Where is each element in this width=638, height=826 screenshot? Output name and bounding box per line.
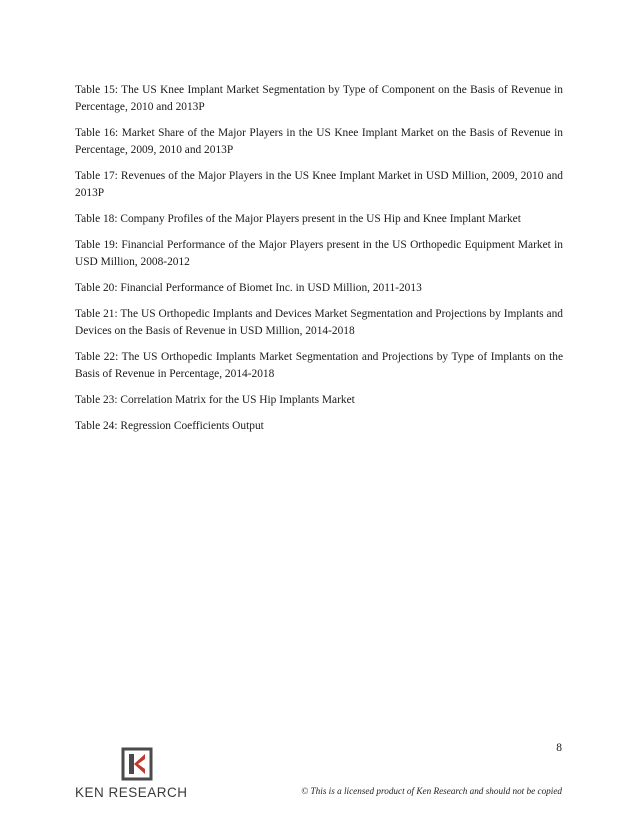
ken-research-logo-icon (119, 746, 155, 782)
company-logo (75, 746, 205, 802)
table-entry-23: Table 23: Correlation Matrix for the US Hip Implants Market (75, 394, 355, 406)
table-entry-19: Table 19: Financial Performance of the Major Players present in the US Orthopedic Equipment Market in USD Million, 2008-2012 (75, 239, 563, 268)
table-entry-22: Table 22: The US Orthopedic Implants Market Segmentation and Projections by Type of Implants on the Basis of Revenue in Percentage, 2014-2018 (75, 351, 563, 380)
table-entry-15: Table 15: The US Knee Implant Market Segmentation by Type of Component on the Basis of Revenue in Percentage, 2010 and 2013P (75, 84, 563, 113)
copyright-notice: © This is a licensed product of Ken Research and should not be copied (301, 786, 562, 796)
table-entry-24: Table 24: Regression Coefficients Output (75, 420, 264, 432)
table-entry-17: Table 17: Revenues of the Major Players in the US Knee Implant Market in USD Million, 2009, 2010 and 2013P (75, 170, 563, 199)
table-entry-20: Table 20: Financial Performance of Biomet Inc. in USD Million, 2011-2013 (75, 282, 422, 294)
table-list (75, 82, 563, 444)
logo-text: KEN RESEARCH (75, 785, 188, 800)
table-entry-21: Table 21: The US Orthopedic Implants and Devices Market Segmentation and Projections by Implants and Devices on the Basis of Revenue in USD Million, 2014-2018 (75, 308, 563, 337)
page-number: 8 (556, 742, 562, 754)
table-entry-18: Table 18: Company Profiles of the Major Players present in the US Hip and Knee Implant Market (75, 213, 521, 225)
table-entry-16: Table 16: Market Share of the Major Players in the US Knee Implant Market on the Basis of Revenue in Percentage, 2009, 2010 and 2013P (75, 127, 563, 156)
